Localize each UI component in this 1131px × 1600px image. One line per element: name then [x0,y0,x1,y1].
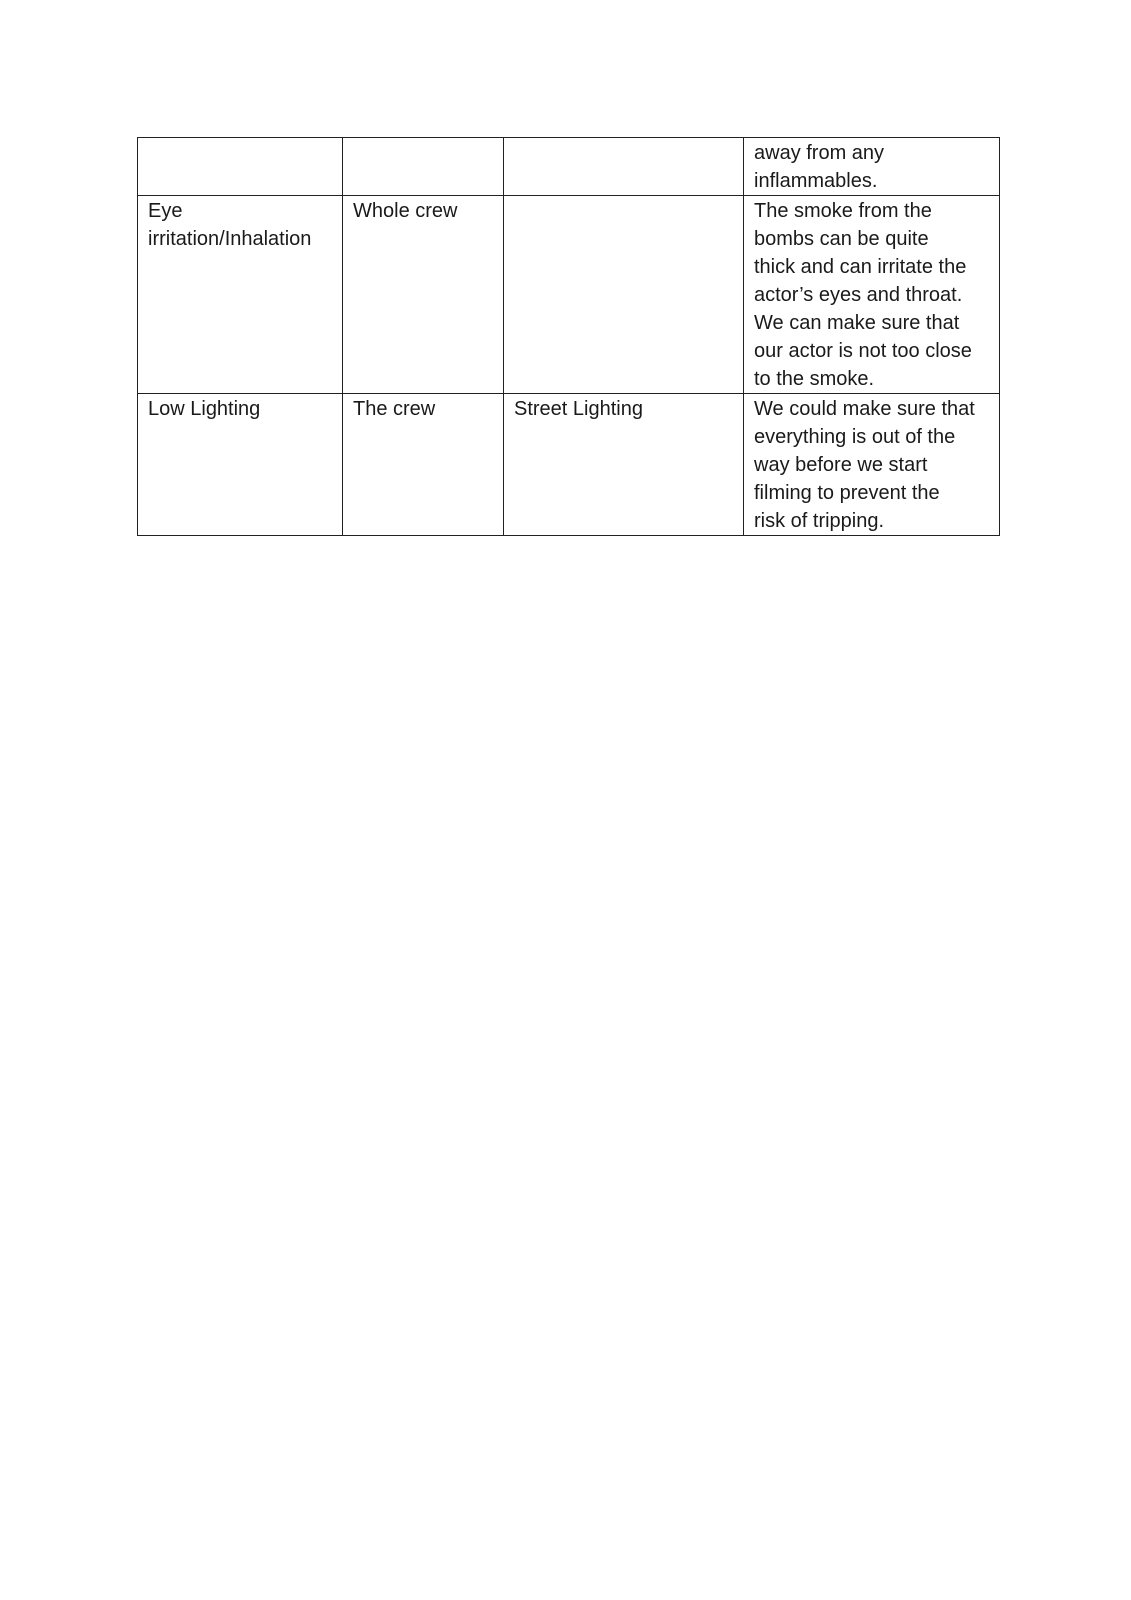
risk-assessment-table [137,137,1000,536]
who-cell: Whole crew [343,196,504,394]
table-row [138,196,1000,394]
where-cell [504,196,744,394]
control-measure-cell: The smoke from the bombs can be quite thick and can irritate the actor’s eyes and throat. We can make sure that our actor is not too close to the smoke. [744,196,1000,394]
who-cell [343,138,504,196]
table-row [138,394,1000,536]
where-cell: Street Lighting [504,394,744,536]
table-row [138,138,1000,196]
hazard-cell: Low Lighting [138,394,343,536]
control-measure-cell: away from any inflammables. [744,138,1000,196]
hazard-cell [138,138,343,196]
hazard-cell: Eye irritation/Inhalation [138,196,343,394]
who-cell: The crew [343,394,504,536]
control-measure-cell: We could make sure that everything is out of the way before we start filming to prevent the risk of tripping. [744,394,1000,536]
where-cell [504,138,744,196]
